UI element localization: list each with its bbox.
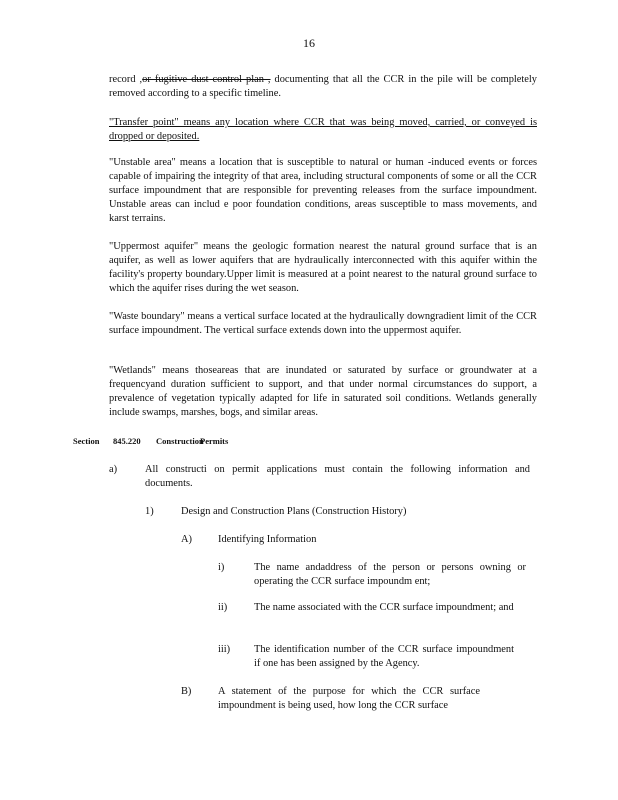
item-1-label: 1)	[145, 506, 154, 517]
page-number: 16	[303, 36, 315, 50]
item-i-text: The name andaddress of the person or persons owning or operating the CCR surface impoundm ent;	[254, 562, 526, 587]
record-text-end: documenting that all the CCR in the pile will be completely removed according to a specific timeline.	[109, 74, 537, 99]
definition-transfer-point: "Transfer point" means any location where CCR that was being moved, carried, or conveyed is dropped or deposited.	[109, 117, 537, 142]
item-A-text: Identifying Information	[218, 534, 317, 545]
item-i-label: i)	[218, 562, 225, 573]
section-label: Section	[73, 436, 100, 446]
item-B-text: A statement of the purpose for which the CCR surface impoundment is being used, how long the CCR surface	[218, 686, 480, 711]
item-iii-text: The identification number of the CCR surface impoundment if one has been assigned by the Agency.	[254, 644, 514, 669]
item-A-label: A)	[181, 534, 192, 545]
item-a-label: a)	[109, 464, 118, 475]
struck-text: or fugitive dust control plan ,	[142, 74, 271, 85]
section-title-word-2: Permits	[200, 436, 229, 446]
section-number: 845.220	[113, 436, 141, 446]
item-ii-label: ii)	[218, 602, 228, 613]
section-title-word-1: Construction	[156, 436, 204, 446]
definition-uppermost-aquifer: "Uppermost aquifer" means the geologic formation nearest the natural ground surface that is an aquifer, as well as lower aquifers that are hydraulically interconnected with this aquifer within the facility's property boundary.Upper limit is measured at a point nearest to the natural ground surface to which the aquifer rises during the wet season.	[109, 241, 537, 294]
definition-waste-boundary: "Waste boundary" means a vertical surface located at the hydraulically downgradient limit of the CCR surface impoundment. The vertical surface extends down into the uppermost aquifer.	[109, 311, 537, 336]
section-heading	[73, 436, 228, 446]
definition-record-continued	[109, 73, 537, 101]
record-text-start: record ,	[109, 74, 143, 85]
item-ii-text: The name associated with the CCR surface impoundment; and	[254, 602, 514, 613]
item-iii-label: iii)	[218, 644, 231, 655]
item-a-text: All constructi on permit applications must contain the following information and documents.	[145, 464, 530, 489]
item-1-text: Design and Construction Plans (Construction History)	[181, 506, 407, 517]
definition-wetlands: "Wetlands" means thoseareas that are inundated or saturated by surface or groundwater at a frequencyand duration sufficient to support, and that under normal circumstances do support, a prevalence of vegetation typically adapted for life in saturated soil conditions. Wetlands generally include swamps, marshes, bogs, and similar areas.	[109, 365, 537, 418]
item-B-label: B)	[181, 686, 192, 697]
definition-unstable-area: "Unstable area" means a location that is susceptible to natural or human -induced events or forces capable of impairing the integrity of that area, including structural components of some or all the CCR surface impoundment that are responsible for preventing releases from the surface impoundment. Unstable areas can includ e poor foundation conditions, areas susceptible to mass movements, and karst terrains.	[109, 157, 537, 224]
